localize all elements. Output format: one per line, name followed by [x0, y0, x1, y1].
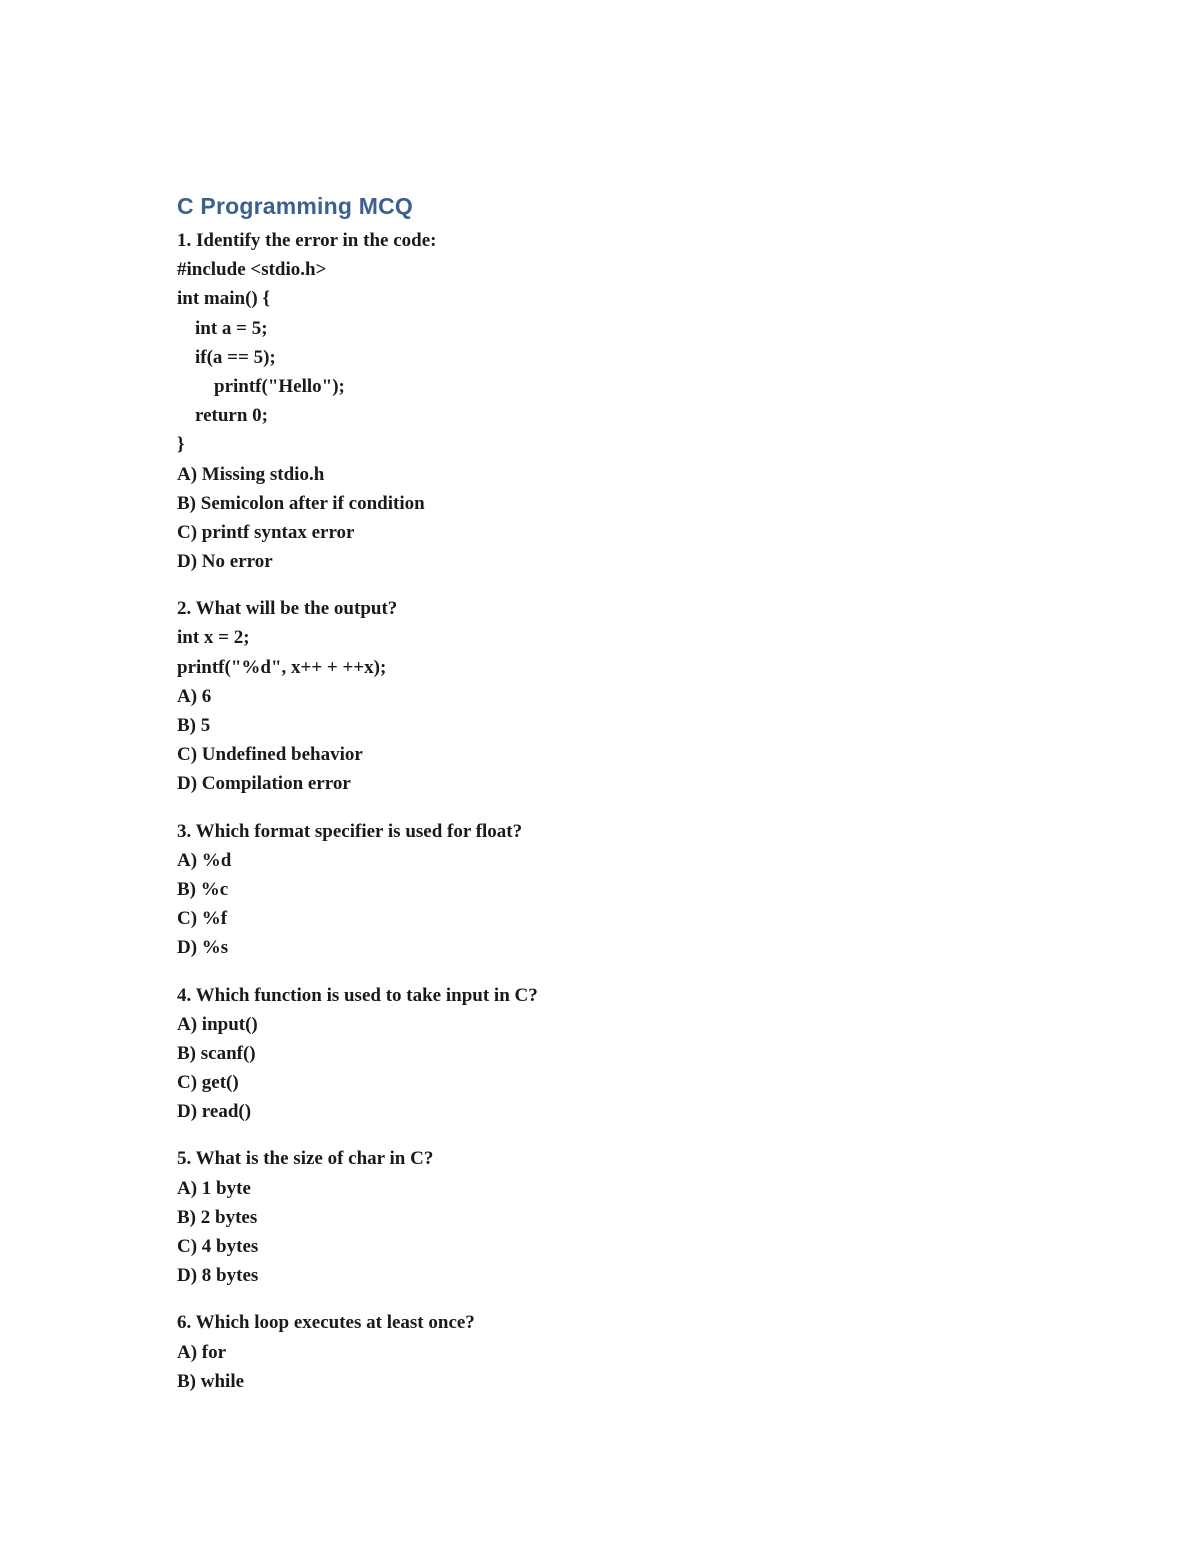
code-line: int a = 5; [195, 317, 268, 339]
code-line: printf("%d", x++ + ++x); [177, 656, 387, 678]
question-text: 3. Which format specifier is used for float? [177, 820, 523, 842]
answer-option: C) get() [177, 1072, 239, 1094]
question-block [177, 817, 1077, 963]
code-line: #include <stdio.h> [177, 259, 327, 281]
document-title: C Programming MCQ [177, 193, 413, 219]
question-text: 4. Which function is used to take input in C? [177, 984, 538, 1006]
code-line: return 0; [195, 405, 268, 427]
answer-option: A) Missing stdio.h [177, 463, 325, 485]
question-block [177, 981, 1077, 1127]
answer-option: D) %s [177, 937, 229, 959]
answer-option: A) %d [177, 849, 232, 871]
code-line: int main() { [177, 288, 270, 310]
question-text: 6. Which loop executes at least once? [177, 1312, 475, 1334]
answer-option: A) input() [177, 1013, 258, 1035]
answer-option: A) 6 [177, 685, 212, 707]
question-block [177, 594, 1077, 798]
question-text: 2. What will be the output? [177, 598, 398, 620]
answer-option: C) Undefined behavior [177, 744, 363, 766]
question-text: 5. What is the size of char in C? [177, 1148, 434, 1170]
code-line: int x = 2; [177, 627, 250, 649]
answer-option: A) for [177, 1341, 227, 1363]
code-line: } [177, 434, 185, 456]
code-line: if(a == 5); [195, 346, 276, 368]
answer-option: B) while [177, 1370, 245, 1392]
answer-option: D) read() [177, 1101, 252, 1123]
question-text: 1. Identify the error in the code: [177, 230, 437, 251]
answer-option: D) Compilation error [177, 773, 351, 795]
answer-option: D) No error [177, 551, 273, 573]
document-content [177, 190, 1077, 1396]
answer-option: B) scanf() [177, 1042, 256, 1064]
answer-option: A) 1 byte [177, 1177, 251, 1199]
question-block [177, 226, 1077, 576]
question-block [177, 1308, 1077, 1396]
answer-option: B) 5 [177, 715, 211, 736]
question-block [177, 1144, 1077, 1290]
answer-option: D) 8 bytes [177, 1265, 259, 1287]
code-line: printf("Hello"); [214, 375, 345, 397]
answer-option: C) %f [177, 908, 228, 930]
answer-option: B) Semicolon after if condition [177, 492, 425, 514]
answer-option: B) %c [177, 878, 229, 900]
answer-option: C) printf syntax error [177, 521, 355, 543]
answer-option: C) 4 bytes [177, 1236, 259, 1257]
answer-option: B) 2 bytes [177, 1206, 258, 1228]
